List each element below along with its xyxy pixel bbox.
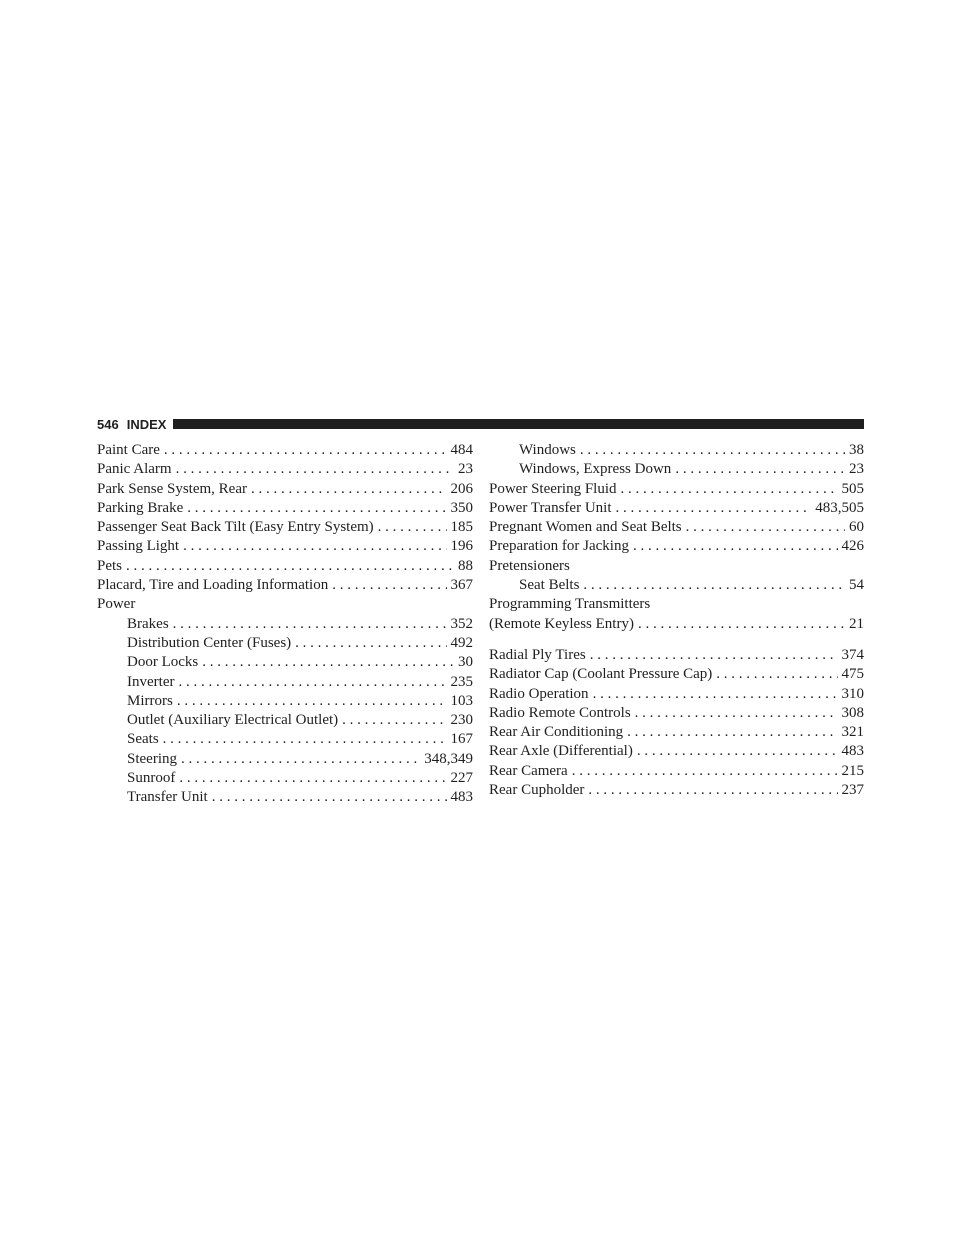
- index-entry: [97, 750, 473, 769]
- dot-leader: [202, 653, 454, 672]
- dot-leader: [580, 441, 845, 460]
- dot-leader: [675, 460, 845, 479]
- index-entry: [489, 480, 864, 499]
- index-entry: [489, 460, 864, 479]
- dot-leader: [163, 730, 447, 749]
- dot-leader: [616, 499, 812, 518]
- index-column-right: [489, 441, 864, 800]
- index-entry-label: Radial Ply Tires: [489, 646, 586, 663]
- index-entry: [489, 615, 864, 634]
- index-entry: [489, 762, 864, 781]
- index-entry: [97, 480, 473, 499]
- index-entry: [489, 518, 864, 537]
- index-entry-label: Rear Axle (Differential): [489, 743, 633, 760]
- index-entry-label: Windows, Express Down: [519, 461, 672, 478]
- index-entry-label: Placard, Tire and Loading Information: [97, 577, 329, 594]
- index-entry-label: Paint Care: [97, 442, 160, 458]
- index-entry-label: Rear Air Conditioning: [489, 724, 624, 741]
- dot-leader: [177, 692, 447, 711]
- index-entry: [97, 518, 473, 537]
- dot-leader: [164, 441, 447, 460]
- index-entry-page: 196: [450, 538, 473, 555]
- index-entry: [489, 685, 864, 704]
- index-entry-page: 483: [450, 789, 473, 806]
- dot-leader: [126, 557, 454, 576]
- index-entry-page: 348,349: [424, 750, 473, 767]
- index-entry-page: 374: [841, 646, 864, 663]
- dot-leader: [212, 788, 447, 807]
- index-entry-label: Rear Camera: [489, 762, 568, 779]
- index-entry: [489, 704, 864, 723]
- index-entry-page: 483,505: [815, 499, 864, 516]
- index-entry-page: 475: [841, 666, 864, 683]
- index-entry: [489, 742, 864, 761]
- index-entry: [97, 537, 473, 556]
- index-entry: [97, 692, 473, 711]
- index-entry: [489, 723, 864, 742]
- index-entry: [97, 557, 473, 576]
- index-entry: [97, 576, 473, 595]
- page-number: 546: [97, 416, 119, 432]
- dot-leader: [332, 576, 446, 595]
- index-entry-label: Panic Alarm: [97, 461, 172, 478]
- index-entry-label: Radio Remote Controls: [489, 704, 631, 721]
- dot-leader: [179, 769, 446, 788]
- index-entry-label: Brakes: [127, 615, 169, 632]
- index-entry: [97, 499, 473, 518]
- index-entry-label: Door Locks: [127, 654, 199, 671]
- index-entry-label: Passenger Seat Back Tilt (Easy Entry System): [97, 519, 374, 536]
- dot-leader: [378, 518, 447, 537]
- index-entry-label: Seats: [127, 731, 159, 748]
- index-entry: [97, 711, 473, 730]
- dot-leader: [181, 750, 420, 769]
- index-entry-label: Transfer Unit: [127, 789, 208, 806]
- index-entry-page: 227: [450, 770, 473, 787]
- index-entry: [97, 595, 473, 614]
- header-rule: [173, 419, 864, 429]
- dot-leader: [716, 665, 837, 684]
- index-entry-label: Power Steering Fluid: [489, 480, 617, 497]
- index-entry: [97, 653, 473, 672]
- index-entry: [489, 537, 864, 556]
- index-entry-page: 492: [450, 634, 473, 651]
- index-entry-page: 185: [450, 519, 473, 536]
- index-entry-label: Rear Cupholder: [489, 782, 585, 799]
- index-entry: [489, 595, 864, 614]
- index-entry-label: (Remote Keyless Entry): [489, 615, 634, 632]
- dot-leader: [686, 518, 845, 537]
- dot-leader: [572, 762, 838, 781]
- index-entry-label: Outlet (Auxiliary Electrical Outlet): [127, 712, 339, 729]
- index-entry-label: Power Transfer Unit: [489, 499, 612, 516]
- index-entry-label: Sunroof: [127, 770, 176, 787]
- index-entry: [489, 499, 864, 518]
- dot-leader: [251, 480, 447, 499]
- index-entry-page: 206: [450, 480, 473, 497]
- index-entry-page: 23: [458, 461, 473, 478]
- index-column-left: [97, 441, 473, 808]
- index-entry-label: Parking Brake: [97, 499, 184, 516]
- index-entry-page: 484: [450, 442, 473, 458]
- index-entry: [97, 634, 473, 653]
- index-entry-page: 321: [841, 724, 864, 741]
- index-entry-page: 38: [849, 442, 864, 458]
- dot-leader: [638, 615, 845, 634]
- index-entry-label: Mirrors: [127, 692, 173, 709]
- dot-leader: [588, 781, 837, 800]
- dot-leader: [635, 704, 838, 723]
- index-entry-label: Seat Belts: [519, 577, 580, 594]
- index-entry-page: 352: [450, 615, 473, 632]
- index-entry: [489, 646, 864, 665]
- page-header: [97, 414, 864, 434]
- index-entry-page: 310: [841, 685, 864, 702]
- index-entry: [97, 730, 473, 749]
- dot-leader: [173, 615, 447, 634]
- index-entry-page: 60: [849, 519, 864, 536]
- index-entry: [489, 781, 864, 800]
- index-entry-page: 505: [841, 480, 864, 497]
- index-entry-page: 308: [841, 704, 864, 721]
- dot-leader: [342, 711, 446, 730]
- index-entry-page: 21: [849, 615, 864, 632]
- index-entry-label: Radiator Cap (Coolant Pressure Cap): [489, 666, 713, 683]
- dot-leader: [187, 499, 446, 518]
- index-entry-label: Inverter: [127, 673, 175, 690]
- index-entry-page: 215: [841, 762, 864, 779]
- index-entry-page: 230: [450, 712, 473, 729]
- index-entry-label: Pets: [97, 557, 123, 574]
- index-entry-page: 54: [849, 577, 864, 594]
- index-entry-label: Preparation for Jacking: [489, 538, 629, 555]
- index-entry-label: Programming Transmitters: [489, 596, 651, 613]
- index-entry: [97, 460, 473, 479]
- index-entry-label: Pretensioners: [489, 557, 570, 574]
- index-entry-label: Windows: [519, 442, 576, 458]
- index-entry-label: Power: [97, 596, 136, 613]
- dot-leader: [183, 537, 446, 556]
- index-entry: [97, 673, 473, 692]
- index-entry: [489, 576, 864, 595]
- index-entry: [489, 441, 864, 460]
- index-entry: [97, 788, 473, 807]
- index-entry-page: 235: [450, 673, 473, 690]
- index-entry-label: Distribution Center (Fuses): [127, 634, 292, 651]
- index-entry: [97, 769, 473, 788]
- dot-leader: [621, 480, 838, 499]
- index-entry-page: 350: [450, 499, 473, 516]
- index-entry: [97, 615, 473, 634]
- index-entry: [489, 557, 864, 576]
- dot-leader: [583, 576, 845, 595]
- index-entry-label: Pregnant Women and Seat Belts: [489, 519, 682, 536]
- section-title: INDEX: [126, 416, 167, 432]
- index-entry-label: Steering: [127, 750, 177, 767]
- index-entry-page: 483: [841, 743, 864, 760]
- dot-leader: [593, 685, 838, 704]
- index-entry-page: 103: [450, 692, 473, 709]
- index-entry-label: Radio Operation: [489, 685, 589, 702]
- dot-leader: [627, 723, 837, 742]
- dot-leader: [637, 742, 838, 761]
- dot-leader: [176, 460, 454, 479]
- index-entry-page: 167: [450, 731, 473, 748]
- dot-leader: [295, 634, 446, 653]
- index-entry: [489, 665, 864, 684]
- index-entry-page: 30: [458, 654, 473, 671]
- index-entry-label: Park Sense System, Rear: [97, 480, 247, 497]
- index-entry-page: 237: [841, 782, 864, 799]
- index-entry-page: 88: [458, 557, 473, 574]
- index-entry-page: 426: [841, 538, 864, 555]
- index-entry-page: 23: [849, 461, 864, 478]
- index-entry: [97, 441, 473, 460]
- dot-leader: [590, 646, 838, 665]
- index-entry-page: 367: [450, 577, 473, 594]
- dot-leader: [178, 673, 446, 692]
- index-entry-label: Passing Light: [97, 538, 180, 555]
- dot-leader: [633, 537, 838, 556]
